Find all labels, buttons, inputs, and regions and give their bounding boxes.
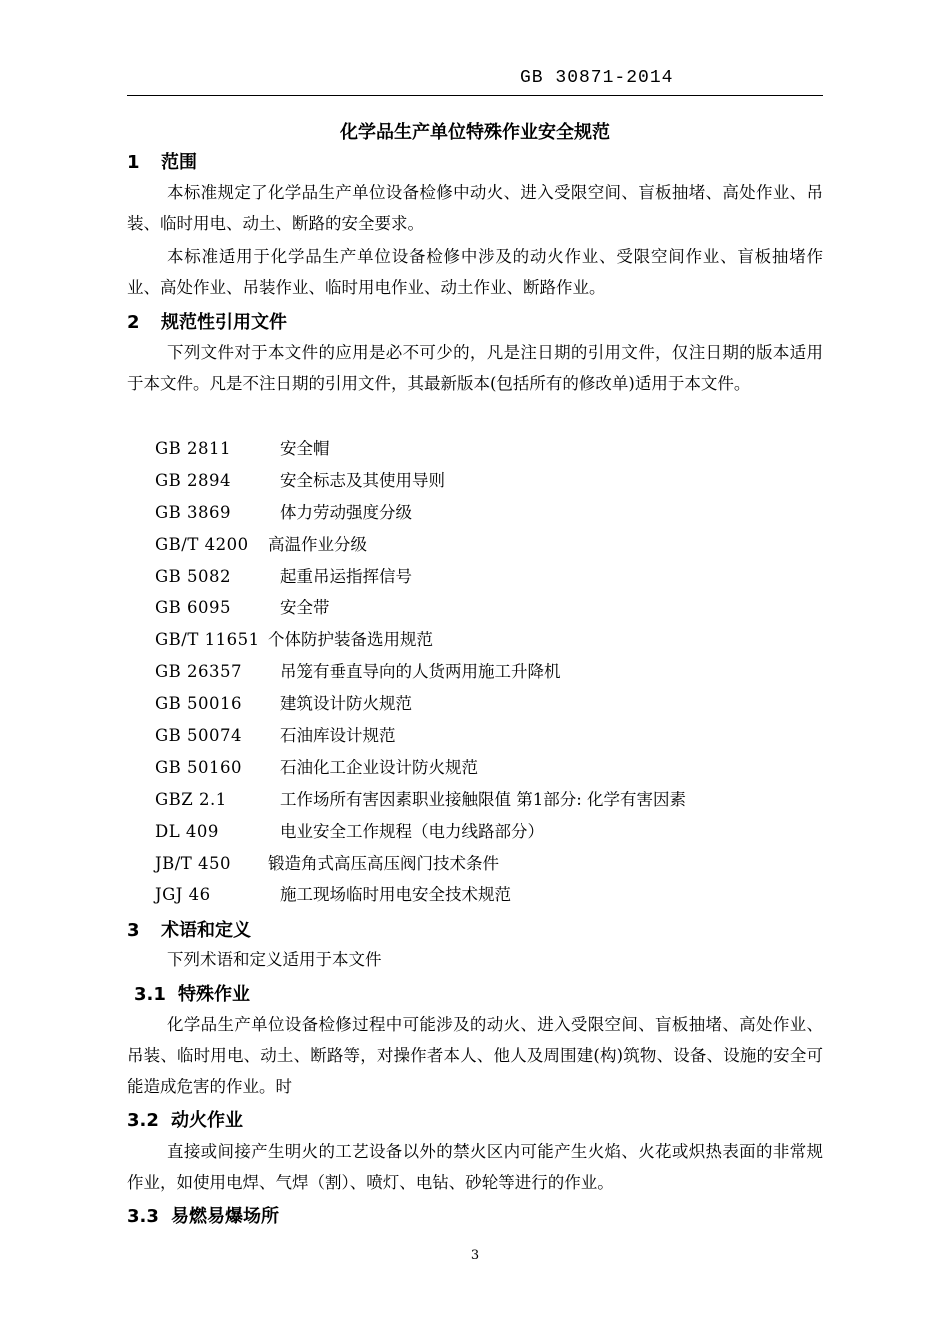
reference-item bbox=[155, 688, 823, 720]
reference-title: 安全带 bbox=[280, 598, 330, 618]
header-rule bbox=[127, 95, 823, 96]
section-1-heading bbox=[127, 148, 197, 174]
reference-item bbox=[155, 465, 823, 497]
section-title: 范围 bbox=[161, 152, 197, 173]
section-title: 规范性引用文件 bbox=[161, 312, 287, 333]
reference-item bbox=[155, 848, 823, 880]
reference-code: GB 3869 bbox=[155, 502, 232, 522]
reference-item bbox=[155, 497, 823, 529]
section-1-paragraph-1: 本标准规定了化学品生产单位设备检修中动火、进入受限空间、盲板抽堵、高处作业、吊装、临时用电、动土、断路的安全要求。 bbox=[127, 183, 823, 233]
section-title: 术语和定义 bbox=[161, 920, 251, 941]
reference-title: 锻造角式高压高压阀门技术条件 bbox=[268, 853, 499, 873]
reference-code: JB/T 450 bbox=[155, 853, 232, 873]
reference-code: DL 409 bbox=[155, 821, 219, 841]
section-2-heading bbox=[127, 308, 287, 334]
reference-title: 体力劳动强度分级 bbox=[280, 502, 412, 522]
reference-item bbox=[155, 624, 823, 656]
reference-code: GB 50074 bbox=[155, 726, 243, 746]
section-title: 易燃易爆场所 bbox=[171, 1206, 279, 1227]
reference-title: 建筑设计防火规范 bbox=[280, 694, 412, 714]
section-3-2-heading bbox=[127, 1106, 243, 1132]
reference-title: 电业安全工作规程（电力线路部分） bbox=[280, 821, 544, 841]
reference-title: 吊笼有垂直导向的人货两用施工升降机 bbox=[280, 662, 561, 682]
reference-code: GB 2811 bbox=[155, 439, 232, 458]
reference-item bbox=[155, 752, 823, 784]
reference-item bbox=[155, 816, 823, 848]
section-3-1-paragraph: 化学品生产单位设备检修过程中可能涉及的动火、进入受限空间、盲板抽堵、高处作业、吊装、临时用电、动土、断路等，对操作者本人、他人及周围建(构)筑物、设备、设施的安全可能造成危害的作业。时 bbox=[127, 1015, 823, 1096]
reference-title: 工作场所有害因素职业接触限值 第1部分: 化学有害因素 bbox=[280, 789, 687, 809]
section-number: 2 bbox=[127, 312, 140, 333]
section-3-heading bbox=[127, 916, 251, 942]
section-2-paragraph: 下列文件对于本文件的应用是必不可少的，凡是注日期的引用文件，仅注日期的版本适用于本文件。凡是不注日期的引用文件，其最新版本(包括所有的修改单)适用于本文件。 bbox=[127, 343, 823, 393]
section-number: 3.3 bbox=[127, 1206, 159, 1227]
reference-item bbox=[155, 529, 823, 561]
reference-title: 石油化工企业设计防火规范 bbox=[280, 757, 478, 777]
section-3-1-heading bbox=[134, 980, 250, 1006]
reference-title: 安全标志及其使用导则 bbox=[280, 470, 445, 490]
section-3-3-heading bbox=[127, 1202, 279, 1228]
reference-code: JGJ 46 bbox=[155, 885, 211, 905]
reference-code: GB 26357 bbox=[155, 662, 243, 682]
section-number: 3.2 bbox=[127, 1110, 159, 1131]
reference-item bbox=[155, 592, 823, 624]
reference-code: GBZ 2.1 bbox=[155, 789, 227, 809]
section-title: 动火作业 bbox=[171, 1110, 243, 1131]
reference-item bbox=[155, 433, 823, 465]
reference-item bbox=[155, 879, 823, 911]
reference-item bbox=[155, 784, 823, 816]
reference-title: 高温作业分级 bbox=[268, 534, 367, 554]
reference-list bbox=[155, 433, 823, 911]
reference-title: 石油库设计规范 bbox=[280, 726, 396, 746]
reference-code: GB 6095 bbox=[155, 598, 232, 618]
reference-item bbox=[155, 561, 823, 593]
section-number: 3.1 bbox=[134, 984, 166, 1005]
standard-code: GB 30871-2014 bbox=[520, 68, 674, 88]
reference-title: 个体防护装备选用规范 bbox=[268, 630, 433, 650]
reference-item bbox=[155, 720, 823, 752]
section-title: 特殊作业 bbox=[178, 984, 250, 1005]
reference-code: GB/T 4200 bbox=[155, 534, 249, 554]
section-3-2-paragraph: 直接或间接产生明火的工艺设备以外的禁火区内可能产生火焰、火花或炽热表面的非常规作业，如使用电焊、气焊（割）、喷灯、电钻、砂轮等进行的作业。 bbox=[127, 1142, 823, 1192]
reference-item bbox=[155, 656, 823, 688]
reference-title: 起重吊运指挥信号 bbox=[280, 566, 412, 586]
reference-title: 施工现场临时用电安全技术规范 bbox=[280, 885, 511, 905]
reference-title: 安全帽 bbox=[280, 439, 330, 458]
page-number: 3 bbox=[470, 1248, 480, 1263]
document-title: 化学品生产单位特殊作业安全规范 bbox=[340, 122, 610, 143]
section-number: 1 bbox=[127, 152, 140, 173]
section-number: 3 bbox=[127, 920, 140, 941]
reference-code: GB/T 11651 bbox=[155, 630, 260, 650]
section-3-paragraph: 下列术语和定义适用于本文件 bbox=[167, 950, 382, 969]
reference-code: GB 50016 bbox=[155, 694, 243, 714]
section-1-paragraph-2: 本标准适用于化学品生产单位设备检修中涉及的动火作业、受限空间作业、盲板抽堵作业、高处作业、吊装作业、临时用电作业、动土作业、断路作业。 bbox=[127, 247, 823, 297]
reference-code: GB 5082 bbox=[155, 566, 232, 586]
reference-code: GB 50160 bbox=[155, 757, 243, 777]
reference-code: GB 2894 bbox=[155, 470, 232, 490]
